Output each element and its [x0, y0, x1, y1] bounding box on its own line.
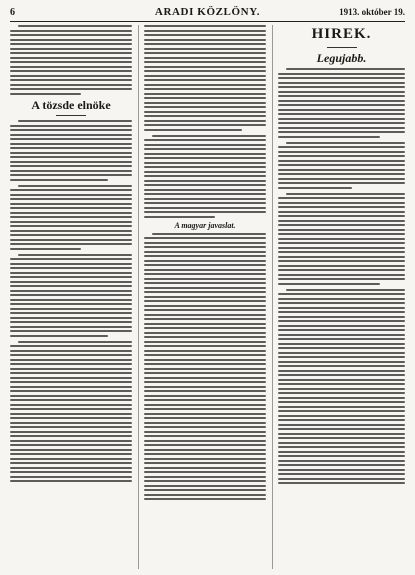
- subsection-title: Legujabb.: [316, 50, 367, 65]
- article-paragraph: [10, 341, 132, 483]
- issue-date: 1913. október 19.: [339, 7, 405, 17]
- column-2: [144, 25, 266, 569]
- page-header: [10, 6, 405, 20]
- column-1: [10, 25, 132, 569]
- article-paragraph: [144, 233, 266, 501]
- article-paragraph: [144, 135, 266, 218]
- section-title: HIREK.: [311, 26, 372, 42]
- divider: [56, 115, 86, 116]
- article-headline: A magyar javaslat.: [174, 220, 236, 230]
- divider: [327, 47, 357, 48]
- page-number: 6: [10, 7, 15, 18]
- column-separator: [272, 25, 273, 569]
- column-3: [278, 25, 405, 569]
- column-separator: [138, 25, 139, 569]
- article-paragraph: [10, 120, 132, 181]
- header-rule: [10, 21, 405, 22]
- article-paragraph: [278, 68, 405, 138]
- article-paragraph: [278, 193, 405, 285]
- article-paragraph: [144, 25, 266, 131]
- article-paragraph: [278, 289, 405, 485]
- article-paragraph: [278, 142, 405, 189]
- article-paragraph: [10, 254, 132, 337]
- article-headline: A tözsde elnöke: [31, 97, 111, 112]
- masthead: ARADI KÖZLÖNY.: [154, 6, 261, 18]
- article-paragraph: [10, 185, 132, 250]
- article-paragraph: [10, 25, 132, 95]
